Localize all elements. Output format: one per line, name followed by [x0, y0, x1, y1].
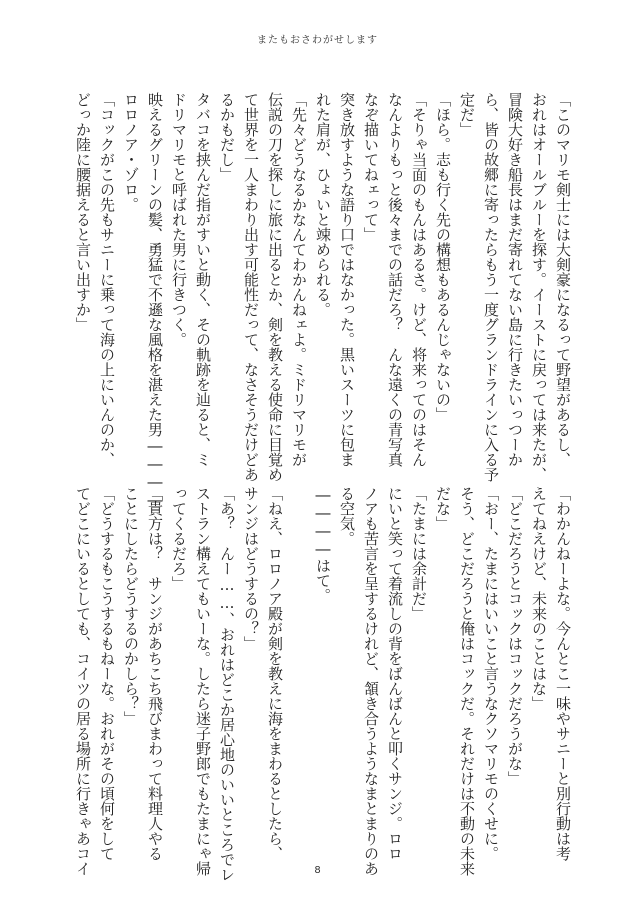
text-line: 「わかんねーよな。今んとこ一味やサニーと別行動は考	[554, 486, 572, 861]
text-line: てどこにいるとしても、コイツの居る場所に行きゃあコイ	[74, 486, 92, 876]
text-line: るかもだし」	[218, 92, 236, 182]
text-line: にいと笑って着流しの背をばんばんと叩くサンジ。ロロ	[386, 486, 404, 861]
text-line: 映えるグリーンの髪、勇猛で不遜な風格を湛えた男――――	[146, 92, 164, 509]
text-line: 「先々どうなるかなんてわかんねェよ。ミドリマリモが	[290, 92, 308, 467]
text-line: 定だ」	[458, 92, 476, 137]
text-line: て世界を一人まわり出す可能性だって、なさそうだけどあ	[242, 92, 260, 482]
text-line: 「ほら。志も行く先の構想もあるんじゃないの」	[434, 92, 452, 422]
text-line: れた肩が、ひょいと竦められる。	[314, 92, 332, 317]
text-line: 「ねえ、ロロノア殿が剣を教えに海をまわるとしたら、	[266, 486, 284, 861]
text-line: えてねえけど、未来のことはな」	[530, 486, 548, 711]
text-line: ら、皆の故郷に寄ったらもう一度グランドラインに入る予	[482, 92, 500, 482]
text-line: タバコを挟んだ指がすいと動く、その軌跡を辿ると、ミ	[194, 92, 212, 467]
text-line: 突き放すような語り口ではなかった。黒いスーツに包ま	[338, 92, 356, 467]
text-line: 冒険大好き船長はまだ寄れてない島に行きたいっつーか	[506, 92, 524, 467]
text-line: 「たまには余計だ」	[410, 486, 428, 621]
text-line: 「コックがこの先もサニーに乗って海の上にいんのか、	[98, 92, 116, 467]
text-line: ノアも苦言を呈するけれど、頷き合うようなまとまりのあ	[362, 486, 380, 876]
text-line: る空気。	[338, 486, 356, 546]
text-line: なんよりもっと後々までの話だろ？ んな遠くの青写真	[386, 92, 404, 467]
text-line: なぞ描いてねェって」	[362, 92, 380, 242]
running-header: またもおさわがせします	[257, 35, 378, 46]
text-line: 「あ？ んー……、おれはどこか居心地のいいところでレ	[218, 486, 236, 882]
text-line: ストラン構えてもいーな。したら迷子野郎でもたまにゃ帰	[194, 486, 212, 876]
text-line: そう、どこだろうと俺はコックだ。それだけは不動の未来	[458, 486, 476, 876]
text-line: 「そりゃ当面のもんはあるさ。けど、将来ってのはそん	[410, 92, 428, 467]
text-line: ドリマリモと呼ばれた男に行きつく。	[170, 92, 188, 347]
text-line: 「どこだろうとコックはコックだろうがな」	[506, 486, 524, 786]
text-line: 「このマリモ剣士には大剣豪になるって野望があるし、	[554, 92, 572, 467]
text-line: ロロノア・ゾロ。	[122, 92, 140, 212]
text-line: ってくるだろ」	[170, 486, 188, 591]
text-line: ことにしたらどうするのかしら？」	[122, 486, 140, 726]
text-line: どっか陸に腰据えると言い出すか」	[74, 92, 92, 332]
text-line	[287, 486, 311, 826]
text-line: おれはオールブルーを探す。イーストに戻っては来たが、	[530, 92, 548, 482]
text-block-lower	[71, 486, 575, 882]
text-line: 「どうするもこうするもねーな。おれがその頃何をして	[98, 486, 116, 861]
text-line: だな」	[434, 486, 452, 531]
text-line: サンジはどうするの？」	[242, 486, 260, 651]
text-line: ――――はて。	[314, 486, 332, 603]
text-line: 伝説の刀を探しに旅に出るとか、剣を教える使命に目覚め	[266, 92, 284, 482]
text-line: 「貴方は？ サンジがあちこち飛びまわって料理人やる	[146, 486, 164, 861]
page-number: 8	[314, 865, 321, 876]
text-line: 「おー、たまにはいいこと言うなクソマリモのくせに。	[482, 486, 500, 861]
